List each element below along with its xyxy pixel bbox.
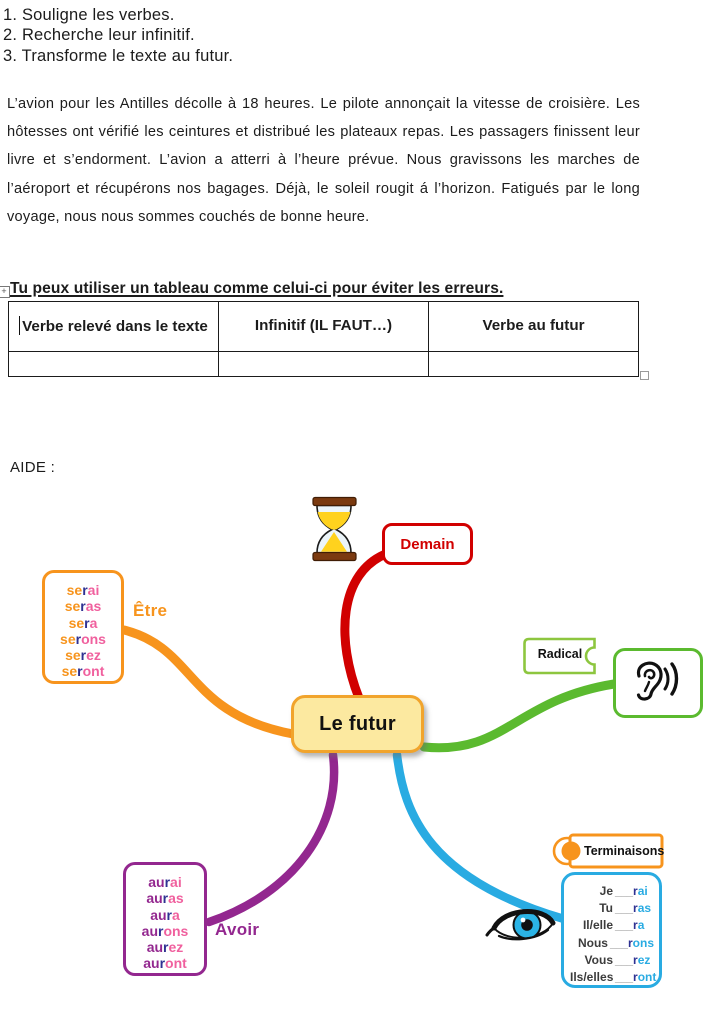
etre-branch-label: Être	[133, 601, 168, 620]
terminaison-row: Je ___ r ai	[599, 884, 648, 898]
instruction-line-2: 2. Recherche leur infinitif.	[3, 26, 195, 45]
exercise-text: L’avion pour les Antilles décolle à 18 heures. Le pilote annonçait la vitesse de croisière. Les hôtesses ont vérifié les ceintures et distribué les plateaux repas. Les passagers finissent leur livre et s’endorment. L’avion a atterri à l’heure prévue. Nous gravissons les marches de l’aéroport et récupérons nos bagages. Déjà, le soleil rougit á l’horizon. Fatigués par le long voyage, nous nous sommes couchés de bonne heure.	[7, 96, 640, 225]
node-demain[interactable]	[382, 523, 473, 565]
terminaison-row: Vous ___ r ez	[584, 952, 651, 967]
branch-avoir-curve	[209, 755, 334, 922]
table-move-anchor-icon[interactable]: +	[0, 286, 10, 298]
branch-radical-curve	[424, 684, 614, 748]
table-heading: Tu peux utiliser un tableau comme celui-ci pour éviter les erreurs.	[10, 280, 504, 297]
conjugation-form: auras	[146, 890, 184, 907]
terminaison-row: Tu ___ r as	[599, 901, 652, 916]
node-avoir-conjugations[interactable]	[123, 862, 207, 976]
instructions-list	[3, 5, 233, 66]
branch-terminaisons-curve	[397, 755, 564, 919]
conjugation-form: seront	[61, 663, 105, 680]
center-label: Le futur	[319, 712, 396, 735]
aide-label: AIDE :	[10, 459, 56, 476]
conjugation-form: serez	[65, 647, 101, 664]
ear-icon	[631, 660, 685, 706]
conjugation-form: aurai	[148, 874, 182, 890]
conjugation-form: aurons	[141, 922, 189, 939]
node-etre-conjugations[interactable]	[42, 570, 124, 684]
demain-label: Demain	[400, 535, 455, 553]
empty-cell-1[interactable]	[9, 352, 219, 377]
terminaisons-branch-label: Terminaisons	[584, 844, 665, 858]
table-resize-handle[interactable]	[640, 371, 649, 380]
conjugation-form: aura	[150, 906, 180, 923]
instruction-line-1: 1. Souligne les verbes.	[3, 6, 175, 24]
node-ear[interactable]	[613, 648, 703, 718]
column-header-infinitif: Infinitif (IL FAUT…)	[219, 302, 429, 352]
branch-demain-curve	[345, 553, 388, 698]
eye-icon	[487, 912, 553, 940]
terminaison-row: Nous ___ r ons	[577, 935, 654, 950]
conjugation-form: aurez	[146, 939, 184, 956]
conjugation-form: serai	[66, 582, 100, 598]
conjugation-form: seras	[64, 598, 102, 615]
empty-cell-2[interactable]	[219, 352, 429, 377]
terminaison-row: Il/elle ___ r a	[582, 918, 645, 933]
conjugation-form: serons	[60, 630, 106, 647]
column-header-verbe-futur: Verbe au futur	[429, 302, 639, 352]
table-header-row	[9, 302, 639, 352]
instruction-line-3: 3. Transforme le texte au futur.	[3, 46, 234, 65]
hourglass-icon	[313, 498, 356, 561]
empty-cell-3[interactable]	[429, 352, 639, 377]
radical-branch-label: Radical	[537, 647, 583, 661]
branch-etre-curve	[124, 630, 293, 734]
terminaison-row: Ils/elles ___ r ont	[570, 970, 657, 985]
column-header-verbe-releve: Verbe relevé dans le texte	[9, 302, 219, 352]
conjugation-form: auront	[143, 955, 187, 972]
text-cursor-caret	[19, 316, 20, 335]
avoir-branch-label: Avoir	[215, 920, 260, 939]
conjugation-form: sera	[68, 614, 98, 631]
node-terminaisons[interactable]	[561, 872, 662, 988]
node-le-futur-center[interactable]	[291, 695, 424, 753]
verb-table	[8, 301, 639, 377]
table-empty-row	[9, 352, 639, 377]
